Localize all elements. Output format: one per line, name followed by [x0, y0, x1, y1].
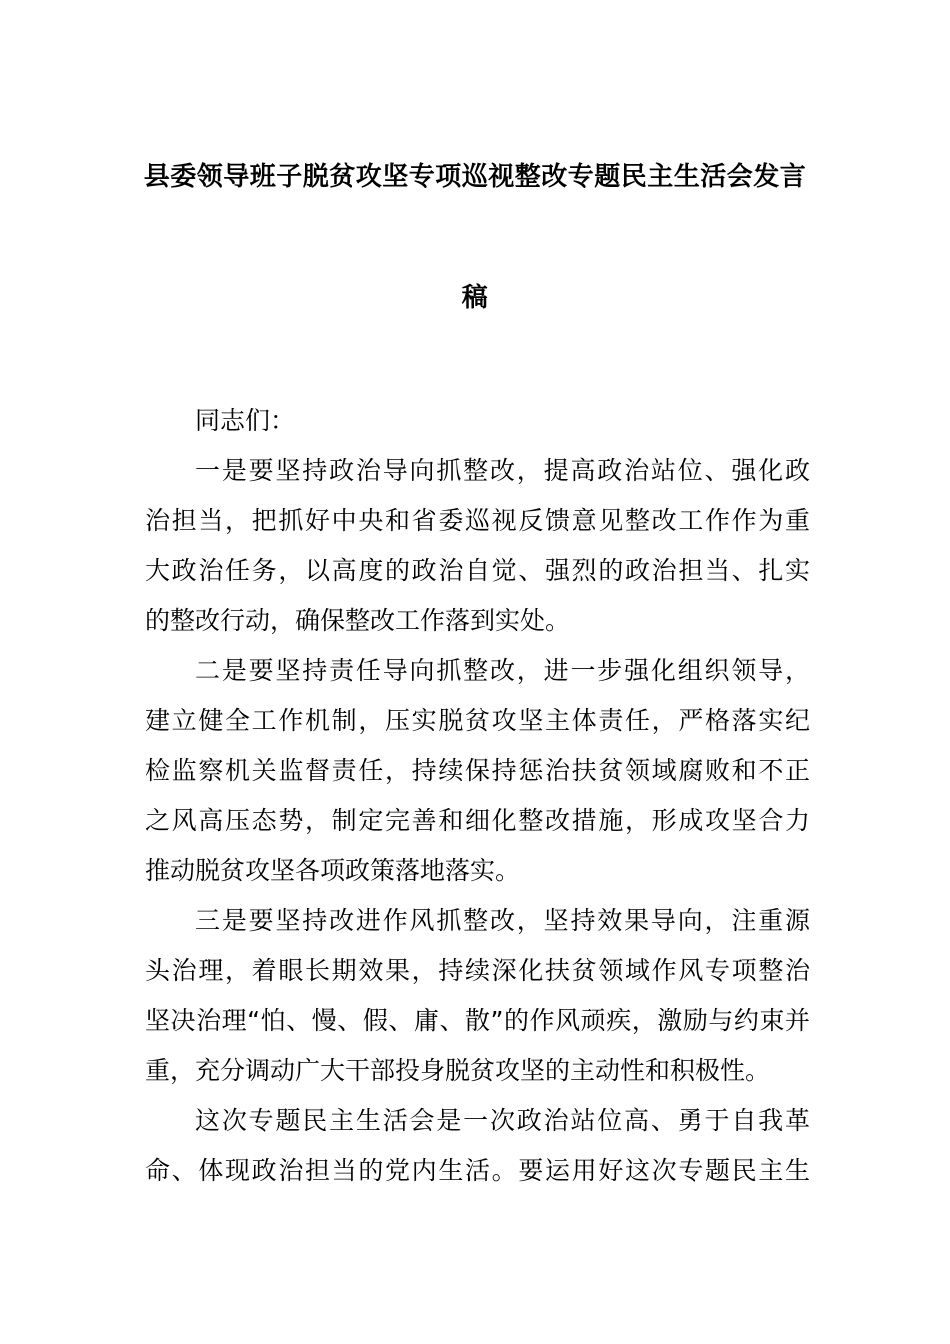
paragraph-line: 治担当，把抓好中央和省委巡视反馈意见整改工作作为重 [145, 506, 810, 535]
paragraph-1 [145, 453, 810, 653]
paragraph-line: 命、体现政治担当的党内生活。要运用好这次专题民主生 [145, 1156, 810, 1185]
paragraph-line: 坚决治理“怕、慢、假、庸、散”的作风顽疾，激励与约束并 [145, 1006, 810, 1035]
document-title-line-1: 县委领导班子脱贫攻坚专项巡视整改专题民主生活会发言 [143, 162, 807, 192]
paragraph-2 [145, 653, 810, 903]
paragraph-line: 推动脱贫攻坚各项政策落地落实。 [145, 856, 521, 885]
paragraph-line: 检监察机关监督责任，持续保持惩治扶贫领域腐败和不正 [145, 756, 810, 785]
paragraph-4 [145, 1103, 810, 1203]
paragraph-line: 二是要坚持责任导向抓整改，进一步强化组织领导， [195, 656, 810, 685]
paragraph-line: 之风高压态势，制定完善和细化整改措施，形成攻坚合力 [145, 806, 810, 835]
paragraph-line: 一是要坚持政治导向抓整改，提高政治站位、强化政 [195, 456, 810, 485]
paragraph-line: 这次专题民主生活会是一次政治站位高、勇于自我革 [195, 1106, 810, 1135]
document-title-line-2: 稿 [461, 283, 489, 313]
paragraph-line: 三是要坚持改进作风抓整改，坚持效果导向，注重源 [195, 906, 810, 935]
document-body [145, 403, 810, 1203]
paragraph-line: 的整改行动，确保整改工作落到实处。 [145, 606, 571, 635]
paragraph-3 [145, 903, 810, 1103]
greeting: 同志们： [195, 406, 296, 435]
paragraph-line: 重，充分调动广大干部投身脱贫攻坚的主动性和积极性。 [145, 1056, 771, 1085]
paragraph-line: 建立健全工作机制，压实脱贫攻坚主体责任，严格落实纪 [145, 706, 810, 735]
paragraph-line: 大政治任务，以高度的政治自觉、强烈的政治担当、扎实 [145, 556, 810, 585]
paragraph-line: 头治理，着眼长期效果，持续深化扶贫领域作风专项整治 [145, 956, 810, 985]
